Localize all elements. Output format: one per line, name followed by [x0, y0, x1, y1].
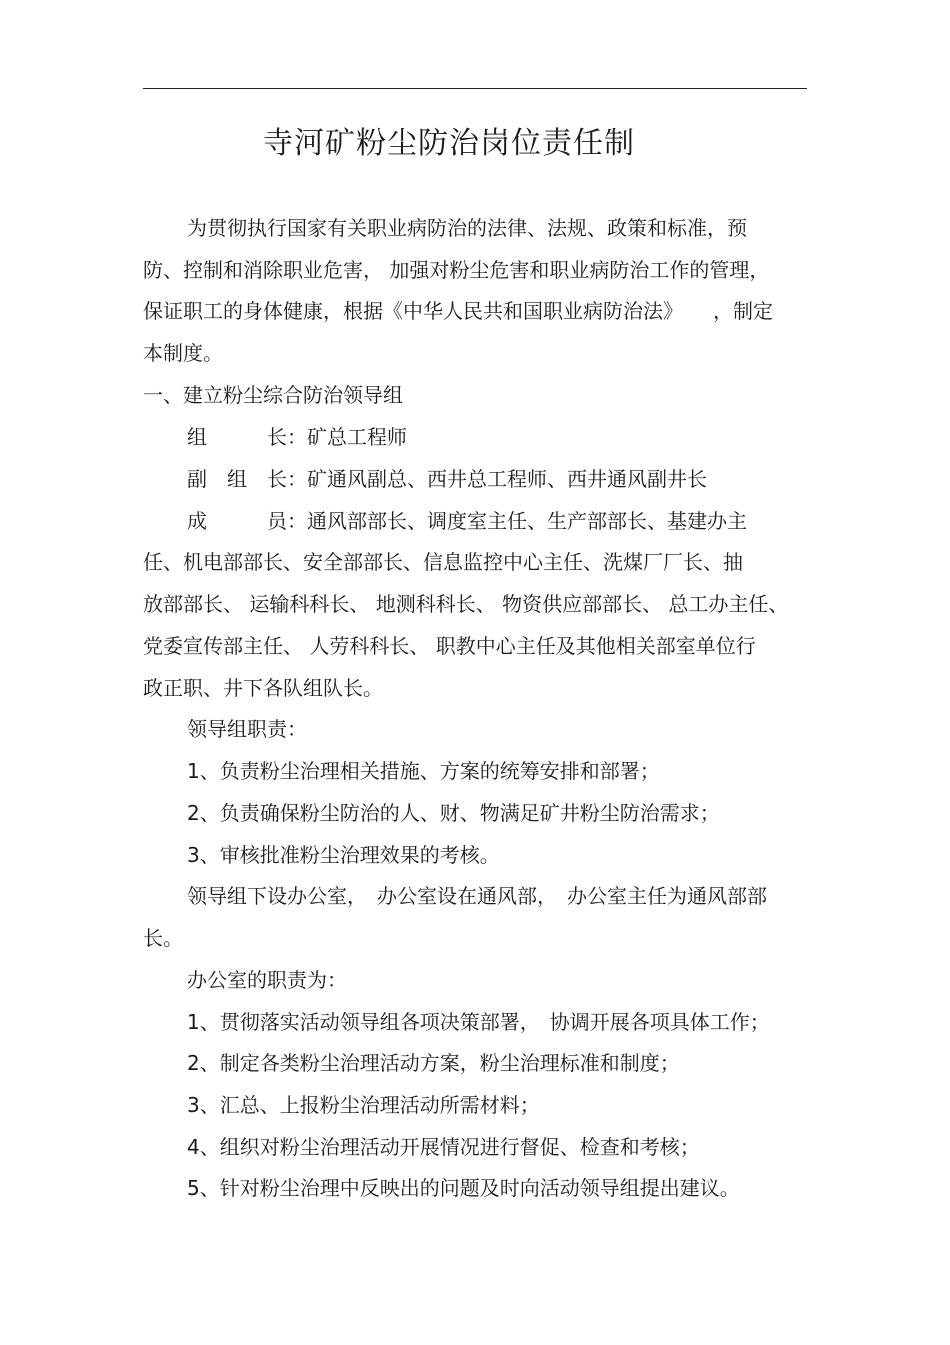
office-paragraph-line: 长。 — [143, 926, 183, 950]
members-line: 放部部长、 运输科科长、 地测科科长、 物资供应部部长、 总工办主任、 — [143, 592, 789, 616]
office-paragraph-line: 领导组下设办公室， 办公室设在通风部， 办公室主任为通风部部 — [187, 884, 767, 908]
members-line: 任、机电部部长、安全部部长、信息监控中心主任、洗煤厂厂长、抽 — [143, 550, 743, 574]
list-item: 3、汇总、上报粉尘治理活动所需材料； — [187, 1093, 540, 1117]
intro-line: 防、控制和消除职业危害， 加强对粉尘危害和职业病防治工作的管理， — [143, 258, 770, 282]
office-duties-heading: 办公室的职责为： — [187, 968, 347, 992]
list-item: 1、负责粉尘治理相关措施、方案的统筹安排和部署； — [187, 759, 660, 783]
list-item: 2、制定各类粉尘治理活动方案，粉尘治理标准和制度； — [187, 1051, 680, 1075]
list-item: 5、针对粉尘治理中反映出的问题及时向活动领导组提出建议。 — [187, 1176, 740, 1200]
list-item: 2、负责确保粉尘防治的人、财、物满足矿井粉尘防治需求； — [187, 801, 720, 825]
intro-line: 本制度。 — [143, 341, 223, 365]
document-title: 寺河矿粉尘防治岗位责任制 — [263, 126, 635, 161]
leader-line: 组 长：矿总工程师 — [187, 425, 407, 449]
members-line: 党委宣传部主任、 人劳科科长、 职教中心主任及其他相关部室单位行 — [143, 634, 756, 658]
header-rule — [143, 88, 807, 89]
list-item: 3、审核批准粉尘治理效果的考核。 — [187, 843, 500, 867]
section-heading: 一、建立粉尘综合防治领导组 — [143, 383, 403, 407]
members-line: 政正职、井下各队组队长。 — [143, 676, 383, 700]
list-item: 1、贯彻落实活动领导组各项决策部署， 协调开展各项具体工作； — [187, 1010, 770, 1034]
intro-line: 为贯彻执行国家有关职业病防治的法律、法规、政策和标准，预 — [187, 216, 747, 240]
members-line: 成 员：通风部部长、调度室主任、生产部部长、基建办主 — [187, 509, 747, 533]
intro-line: 保证职工的身体健康，根据《中华人民共和国职业病防治法》 ，制定 — [143, 299, 773, 323]
leader-duties-heading: 领导组职责： — [187, 717, 307, 741]
deputy-leader-line: 副 组 长：矿通风副总、西井总工程师、西井通风副井长 — [187, 467, 707, 491]
list-item: 4、组织对粉尘治理活动开展情况进行督促、检查和考核； — [187, 1135, 700, 1159]
